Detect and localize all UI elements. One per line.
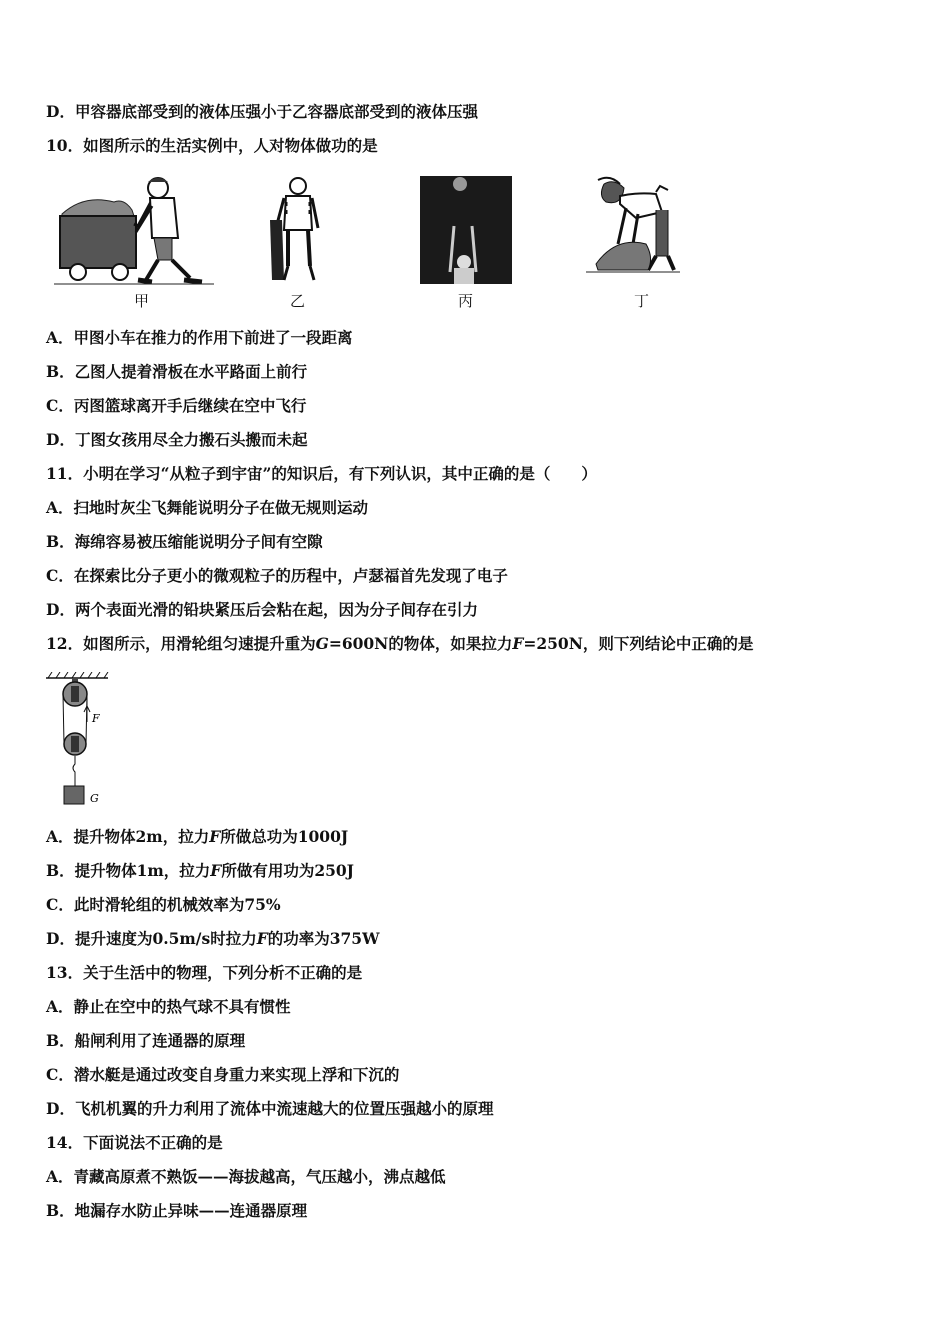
q11-option-d: D．两个表面光滑的铅块紧压后会粘在起，因为分子间存在引力 (46, 600, 478, 619)
q12-stem: 12．如图所示，用滑轮组匀速提升重为G=600N的物体，如果拉力F=250N，则下列结论中正确的是 (46, 634, 754, 653)
q10-figures (46, 172, 726, 312)
q10-option-c: C．丙图篮球离开手后继续在空中飞行 (46, 396, 307, 415)
q10-stem: 10．如图所示的生活实例中，人对物体做功的是 (46, 136, 378, 155)
q11-option-c: C．在探索比分子更小的微观粒子的历程中，卢瑟福首先发现了电子 (46, 566, 508, 585)
q9-option-d: D．甲容器底部受到的液体压强小于乙容器底部受到的液体压强 (46, 102, 478, 121)
q13-option-d: D．飞机机翼的升力利用了流体中流速越大的位置压强越小的原理 (46, 1099, 494, 1118)
skateboard-carry-figure (268, 176, 328, 288)
q12-option-d: D．提升速度为0.5m/s时拉力F的功率为375W (46, 929, 380, 948)
q10-option-a: A．甲图小车在推力的作用下前进了一段距离 (46, 328, 353, 347)
q13-stem: 13．关于生活中的物理，下列分析不正确的是 (46, 963, 363, 982)
caption-bing: 丙 (458, 292, 474, 310)
pulley-system-figure (46, 672, 126, 812)
q11-option-a: A．扫地时灰尘飞舞能说明分子在做无规则运动 (46, 498, 369, 517)
q11-stem: 11．小明在学习“从粒子到宇宙”的知识后，有下列认识，其中正确的是（ ） (46, 464, 597, 483)
q12-option-a: A．提升物体2m，拉力F所做总功为1000J (46, 827, 349, 846)
pulley-diagram (46, 672, 126, 812)
q10-option-b: B．乙图人提着滑板在水平路面上前行 (46, 362, 308, 381)
q13-option-c: C．潜水艇是通过改变自身重力来实现上浮和下沉的 (46, 1065, 400, 1084)
caption-yi: 乙 (290, 292, 306, 310)
q13-option-b: B．船闸利用了连通器的原理 (46, 1031, 246, 1050)
q12-option-b: B．提升物体1m，拉力F所做有用功为250J (46, 861, 355, 880)
force-label-f: F (92, 712, 100, 725)
q10-option-d: D．丁图女孩用尽全力搬石头搬而未起 (46, 430, 308, 449)
q13-option-a: A．静止在空中的热气球不具有惯性 (46, 997, 291, 1016)
cart-push-figure (54, 176, 214, 288)
stone-lift-figure (576, 174, 686, 284)
caption-jia: 甲 (134, 292, 150, 310)
q14-option-a: A．青藏高原煮不熟饭——海拔越高，气压越小，沸点越低 (46, 1167, 446, 1186)
q14-option-b: B．地漏存水防止异味——连通器原理 (46, 1201, 308, 1220)
q14-stem: 14．下面说法不正确的是 (46, 1133, 223, 1152)
q12-option-c: C．此时滑轮组的机械效率为75% (46, 895, 281, 914)
q11-option-b: B．海绵容易被压缩能说明分子间有空隙 (46, 532, 323, 551)
basketball-photo-figure (420, 176, 512, 284)
caption-ding: 丁 (634, 292, 650, 310)
weight-label-g: G (90, 792, 99, 805)
